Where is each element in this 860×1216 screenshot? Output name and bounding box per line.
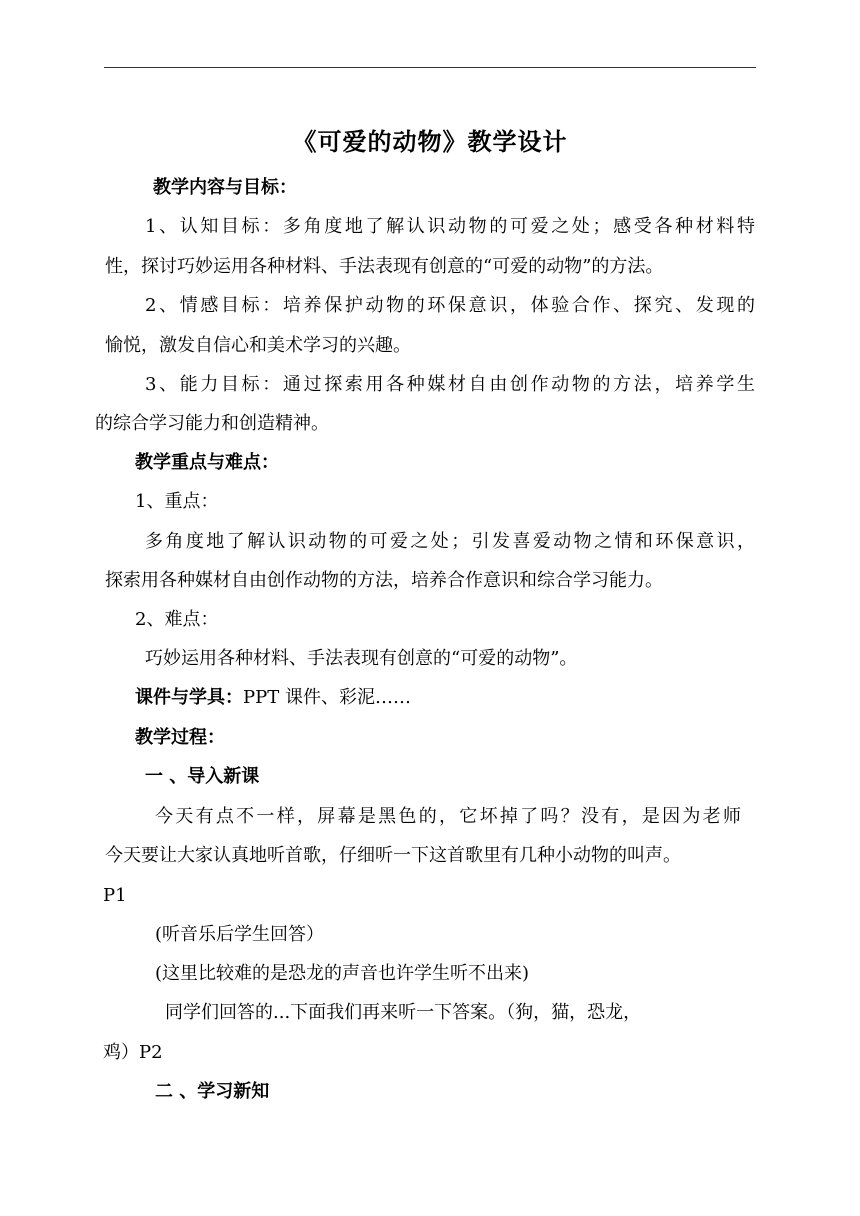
paragraph-line: 2、情感目标：培养保护动物的环保意识，体验合作、探究、发现的 [145,295,755,316]
paragraph-line: 1、重点： [135,491,219,512]
paragraph-line: 性，探讨巧妙运用各种材料、手法表现有创意的“可爱的动物”的方法。 [105,256,664,277]
paragraph-line: 巧妙运用各种材料、手法表现有创意的“可爱的动物”。 [145,648,578,669]
paragraph-line: 愉悦，激发自信心和美术学习的兴趣。 [105,335,411,356]
subsection-heading-new-knowledge: 二 、学习新知 [155,1081,270,1102]
paragraph-line: 2、难点： [135,609,219,630]
materials-label: 课件与学具： [135,687,243,708]
materials-value: PPT 课件、彩泥…… [243,687,411,708]
materials-line [135,685,411,711]
paragraph-line: 今天要让大家认真地听首歌，仔细听一下这首歌里有几种小动物的叫声。 [105,845,681,866]
paragraph-line: 1、认知目标：多角度地了解认识动物的可爱之处；感受各种材料特 [145,216,755,237]
paragraph-line: (听音乐后学生回答） [155,924,325,945]
document-title: 《可爱的动物》教学设计 [292,128,568,156]
section-heading-key-points: 教学重点与难点： [135,452,279,473]
paragraph-line: 的综合学习能力和创造精神。 [95,413,329,434]
paragraph-line: 鸡）P2 [103,1042,163,1063]
section-heading-process: 教学过程： [135,727,225,748]
paragraph-line: 同学们回答的...下面我们再来听一下答案。（狗，猫，恐龙， [165,1002,642,1023]
paragraph-line: 3、能力目标：通过探索用各种媒材自由创作动物的方法，培养学生 [145,374,755,395]
section-heading-goals: 教学内容与目标： [153,177,297,198]
paragraph-line: 探索用各种媒材自由创作动物的方法，培养合作意识和综合学习能力。 [105,570,663,591]
paragraph-line: 今天有点不一样，屏幕是黑色的，它坏掉了吗？没有，是因为老师 [155,806,741,827]
paragraph-line: (这里比较难的是恐龙的声音也许学生听不出来) [155,963,530,984]
paragraph-line: 多角度地了解认识动物的可爱之处；引发喜爱动物之情和环保意识， [145,531,755,552]
header-rule [104,67,756,68]
paragraph-line: P1 [103,885,127,906]
subsection-heading-intro: 一 、导入新课 [145,766,260,787]
